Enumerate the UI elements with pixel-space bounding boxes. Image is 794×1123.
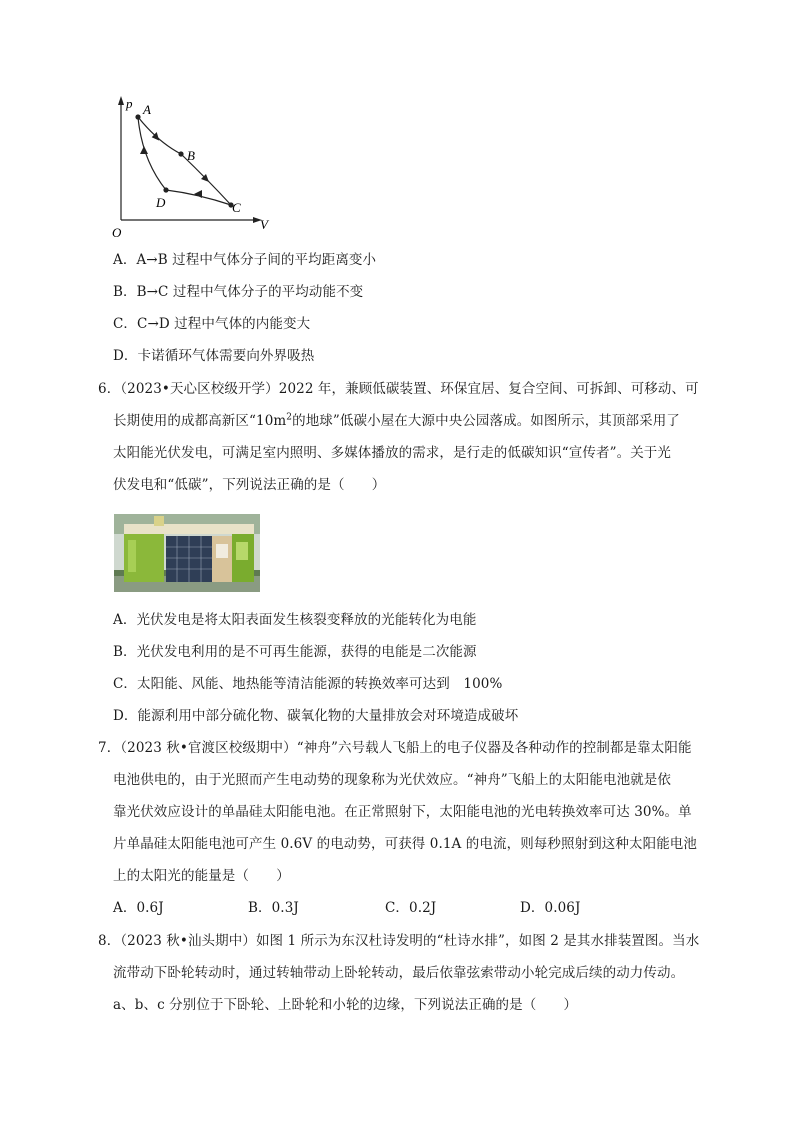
pv-cycle-diagram [108, 90, 278, 238]
q8-stem-line-2: 流带动下卧轮转动时，通过转轴带动上卧轮转动，最后依靠弦索带动小轮完成后续的动力传动。 [113, 965, 685, 981]
q6-superscript: 2 [286, 412, 293, 423]
q5-option-c: C．C→D 过程中气体的内能变大 [113, 316, 311, 332]
label-a: A [143, 102, 151, 117]
q6-option-c: C．太阳能、风能、地热能等清洁能源的转换效率可达到 100% [113, 676, 503, 692]
q8-stem-line-1: 8．（2023 秋•汕头期中）如图 1 所示为东汉杜诗发明的“杜诗水排”，如图 2 是其水排装置图。当水 [98, 933, 700, 949]
origin-label: O [112, 225, 122, 238]
q7-stem-line-2: 电池供电的，由于光照而产生电动势的现象称为光伏效应。“神舟”飞船上的太阳能电池就是依 [113, 772, 672, 788]
arrow-c-d [194, 190, 202, 198]
q7-stem-line-5: 上的太阳光的能量是（ ） [113, 868, 290, 884]
axis-label-v: V [260, 217, 268, 232]
q7-option-a: A．0.6J [113, 900, 164, 916]
q6-stem-line-4: 伏发电和“低碳”，下列说法正确的是（ ） [113, 477, 386, 493]
point-a [135, 114, 140, 119]
q8-stem-line-3: a、b、c 分别位于下卧轮、上卧轮和小轮的边缘，下列说法正确的是（ ） [113, 997, 578, 1013]
q7-stem-line-1: 7．（2023 秋•官渡区校级期中）“神舟”六号载人飞船上的电子仪器及各种动作的控制都是靠太阳能 [98, 740, 692, 756]
q7-stem-line-3: 靠光伏效应设计的单晶硅太阳能电池。在正常照射下，太阳能电池的光电转换效率可达 30%。单 [113, 804, 692, 820]
label-c: C [232, 200, 241, 215]
point-b [178, 151, 183, 156]
axis-label-p: p [126, 96, 133, 111]
low-carbon-cabin-photo [114, 514, 260, 592]
q6-stem-line-1: 6．（2023•天心区校级开学）2022 年，兼顾低碳装置、环保宜居、复合空间、可拆卸、可移动、可 [98, 381, 699, 397]
q6-stem-line-2 [113, 411, 680, 431]
q7-option-b: B．0.3J [248, 900, 299, 916]
q6-option-a: A．光伏发电是将太阳表面发生核裂变释放的光能转化为电能 [113, 612, 477, 628]
q6-option-b: B．光伏发电利用的是不可再生能源，获得的电能是二次能源 [113, 644, 477, 660]
y-axis-arrow [118, 96, 124, 105]
q6-line2-part-a: 长期使用的成都高新区“10m [113, 413, 287, 429]
q6-line2-part-b: 的地球”低碳小屋在大源中央公园落成。如图所示，其顶部采用了 [292, 413, 680, 429]
label-d: D [156, 195, 166, 210]
q5-option-b: B．B→C 过程中气体分子的平均动能不变 [113, 284, 364, 300]
q5-option-d: D．卡诺循环气体需要向外界吸热 [113, 348, 315, 364]
q6-option-d: D．能源利用中部分硫化物、碳氧化物的大量排放会对环境造成破坏 [113, 708, 519, 724]
q7-options-row [0, 898, 794, 918]
q7-option-c: C．0.2J [385, 900, 437, 916]
label-b: B [187, 148, 195, 163]
point-d [163, 187, 168, 192]
arrow-d-a [140, 146, 148, 154]
q7-stem-line-4: 片单晶硅太阳能电池可产生 0.6V 的电动势，可获得 0.1A 的电流，则每秒照射到这种太阳能电池 [113, 836, 698, 852]
q5-option-a: A．A→B 过程中气体分子间的平均距离变小 [113, 252, 377, 268]
q7-option-d: D．0.06J [520, 900, 581, 916]
q6-stem-line-3: 太阳能光伏发电，可满足室内照明、多媒体播放的需求，是行走的低碳知识“宣传者”。关于光 [113, 445, 672, 461]
